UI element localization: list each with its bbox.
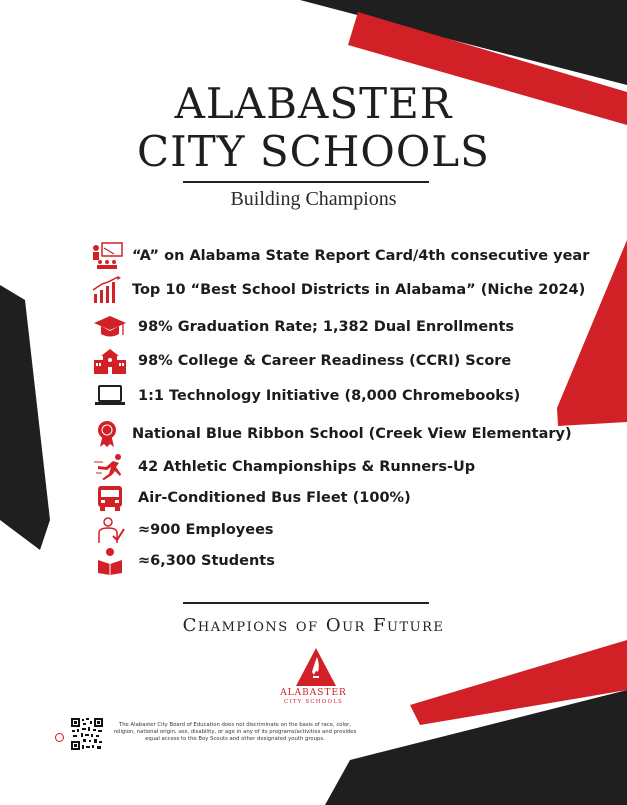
info-icon	[55, 733, 64, 742]
ribbon-icon	[90, 419, 124, 449]
graduation-cap-icon	[90, 312, 130, 342]
laptop-icon	[90, 381, 130, 411]
highlight-text: National Blue Ribbon School (Creek View Elementary)	[132, 426, 572, 442]
highlight-text: “A” on Alabama State Report Card/4th consecutive year	[132, 248, 590, 264]
highlight-text: 42 Athletic Championships & Runners-Up	[138, 459, 476, 475]
highlight-text: ≈900 Employees	[138, 522, 274, 538]
right-red-wedge	[557, 240, 627, 426]
tagline: Building Champions	[230, 188, 397, 210]
highlight-text: 98% College & Career Readiness (CCRI) Score	[138, 353, 512, 369]
highlight-text: 1:1 Technology Initiative (8,000 Chromebooks)	[138, 388, 521, 404]
motto-divider	[183, 602, 429, 604]
highlight-text: 98% Graduation Rate; 1,382 Dual Enrollments	[138, 319, 515, 335]
teacher-icon	[90, 241, 124, 271]
title-line-2: CITY SCHOOLS	[137, 127, 490, 176]
left-black-wedge	[0, 285, 50, 550]
highlight-item	[90, 312, 550, 342]
qr-code[interactable]	[70, 717, 104, 751]
highlight-item	[90, 381, 550, 411]
highlight-text: ≈6,300 Students	[138, 553, 275, 569]
highlight-item	[90, 483, 550, 513]
title-divider	[183, 181, 429, 183]
logo-name: ALABASTER	[280, 688, 347, 698]
highlight-item	[90, 346, 550, 376]
highlight-text: Top 10 “Best School Districts in Alabama” (Niche 2024)	[132, 282, 586, 298]
highlight-item	[90, 515, 550, 545]
growth-chart-icon	[90, 275, 124, 305]
highlight-item	[90, 241, 590, 271]
highlight-item	[90, 419, 572, 449]
highlight-item	[90, 452, 550, 482]
student-reading-icon	[90, 546, 130, 576]
highlight-item	[90, 546, 550, 576]
logo-subtitle: CITY SCHOOLS	[283, 699, 344, 705]
highlight-text: Air-Conditioned Bus Fleet (100%)	[138, 490, 411, 506]
bus-icon	[90, 483, 130, 513]
non-discrimination-statement: The Alabaster City Board of Education does not discriminate on the basis of race, color, religion, national origin, sex, disability, or age in any of its programs/activities and provides equal access to the Boy Scouts and other designated youth groups.	[113, 722, 357, 742]
highlight-item	[90, 275, 586, 305]
title-line-1: ALABASTER	[174, 79, 453, 128]
runner-icon	[90, 452, 130, 482]
school-building-icon	[90, 346, 130, 376]
employee-icon	[90, 515, 130, 545]
motto: Champions of Our Future	[182, 615, 445, 636]
